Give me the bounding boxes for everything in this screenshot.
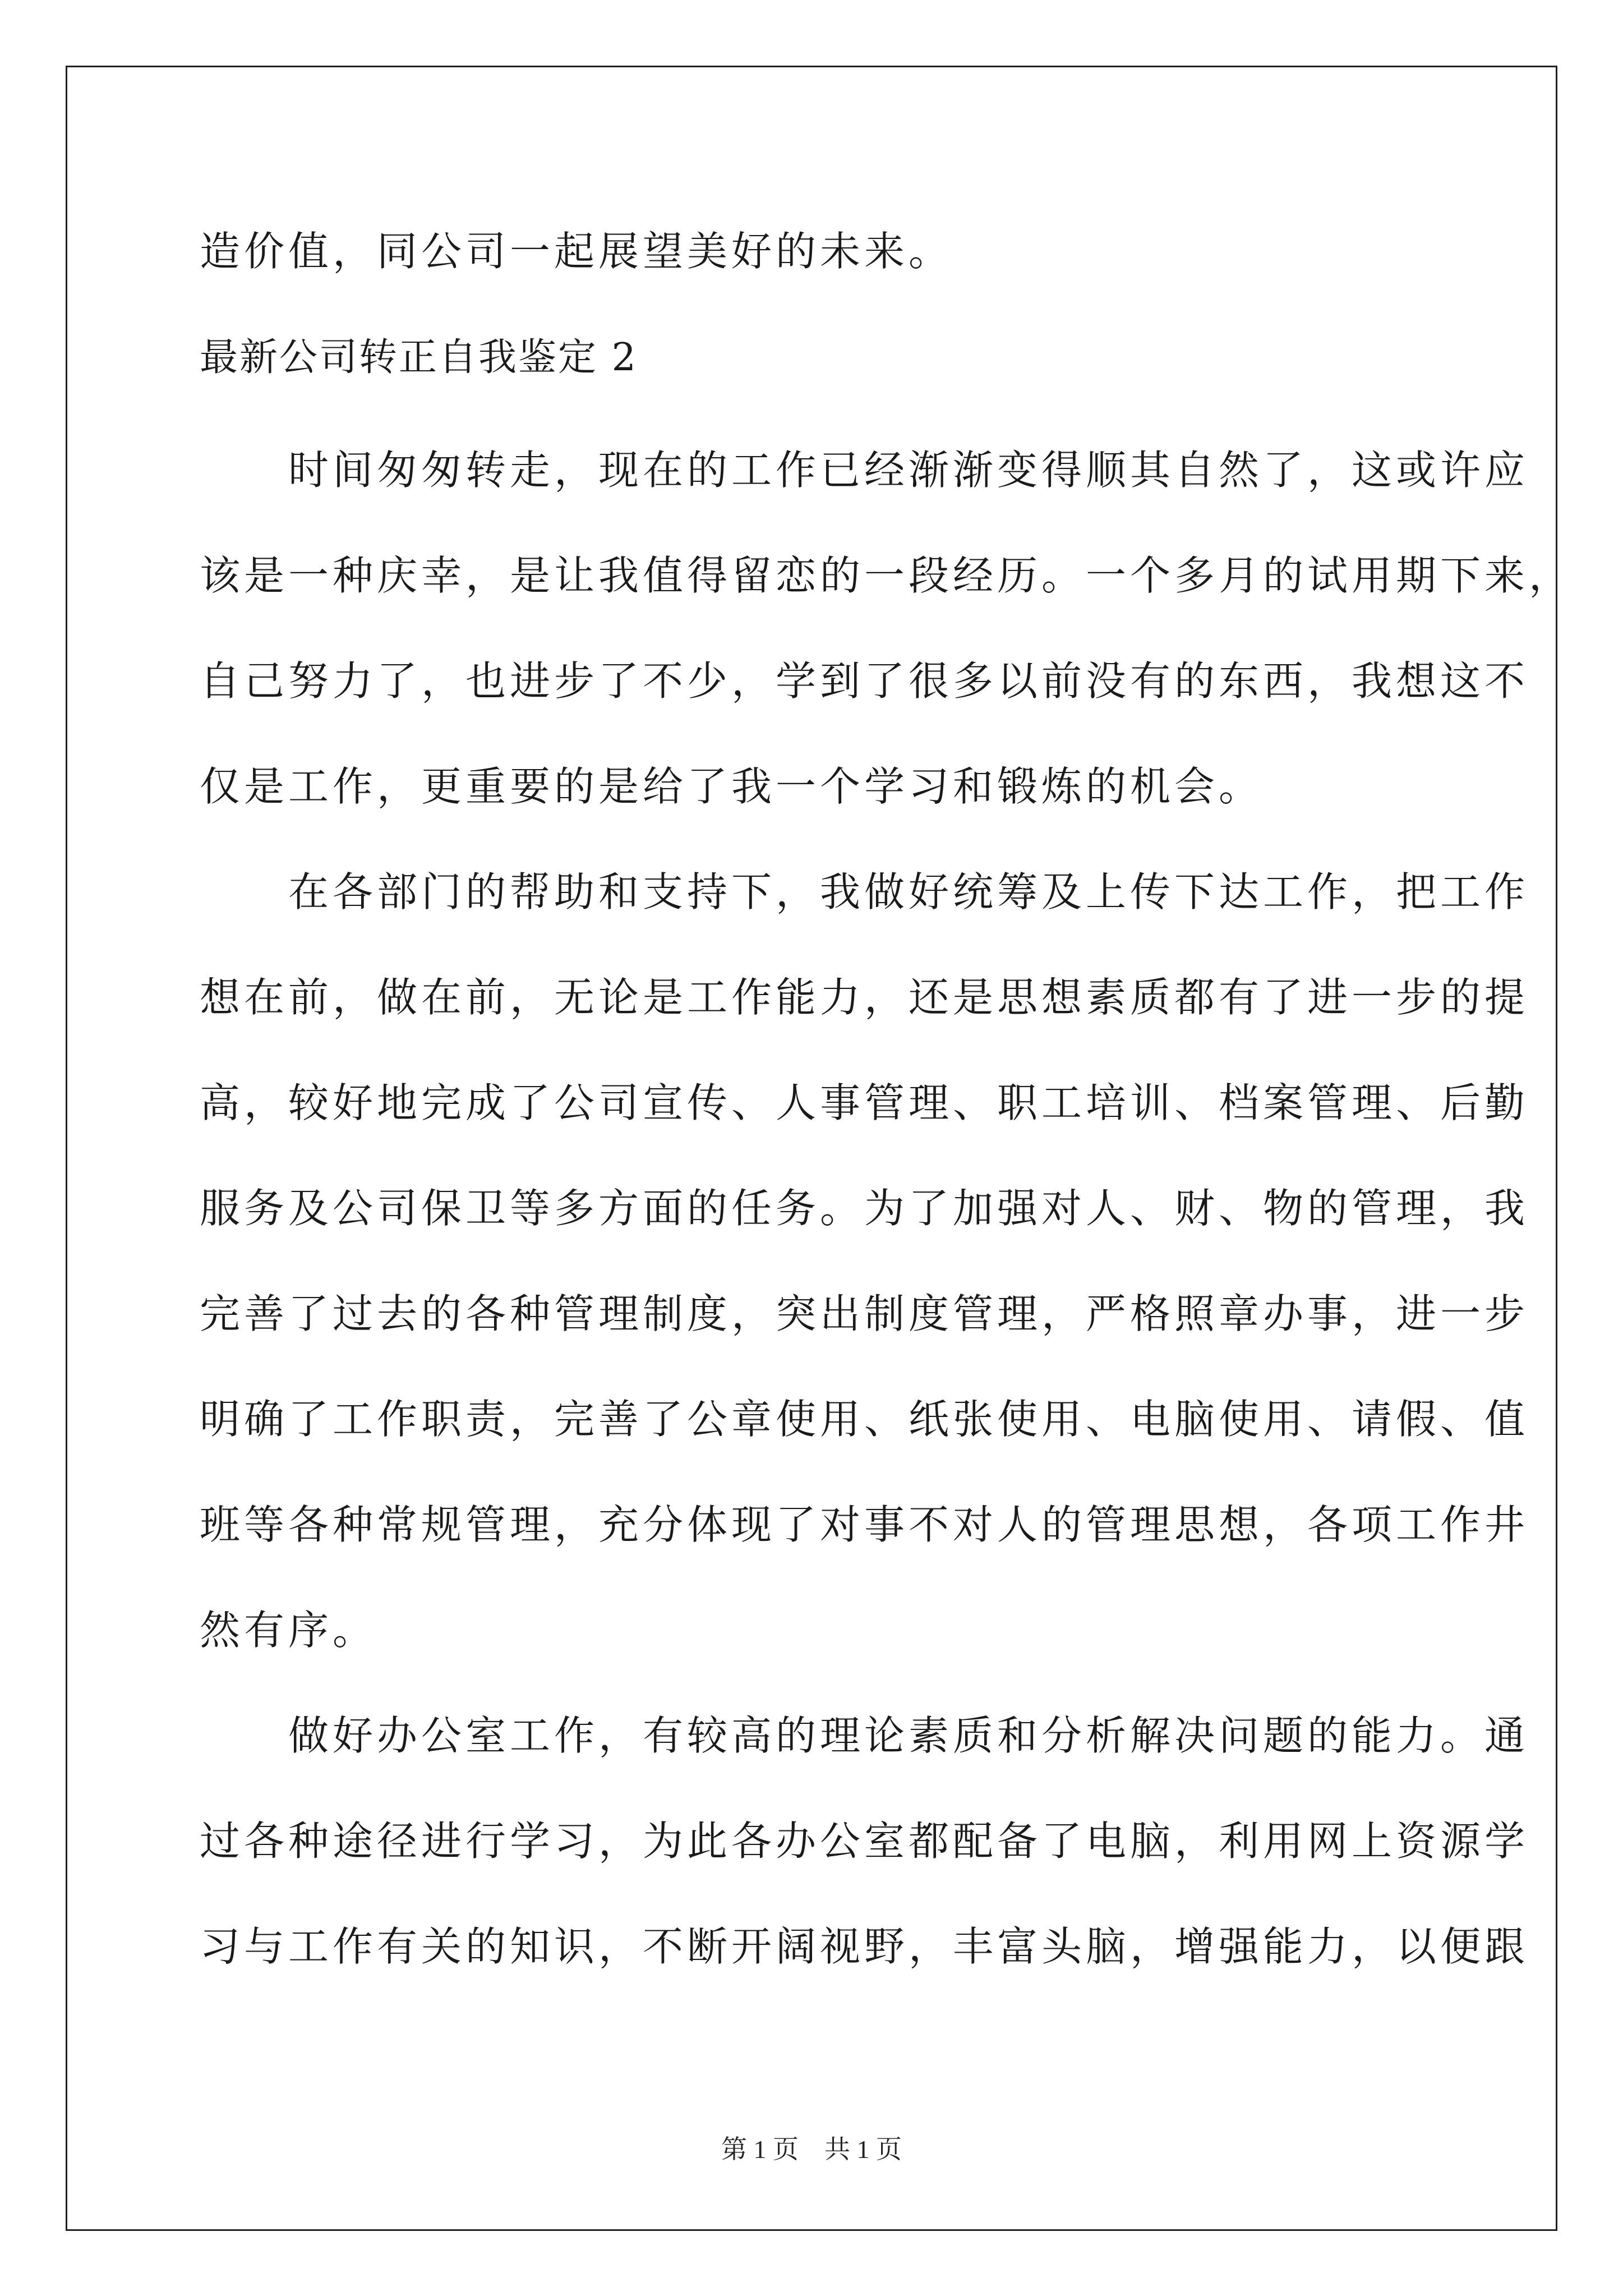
text-line: 该是一种庆幸，是让我值得留恋的一段经历。一个多月的试用期下来， — [200, 552, 1574, 599]
text-line: 做好办公室工作，有较高的理论素质和分析解决问题的能力。通 — [200, 1712, 1529, 1759]
text-line: 过各种途径进行学习，为此各办公室都配备了电脑，利用网上资源学 — [200, 1818, 1529, 1865]
text-line: 在各部门的帮助和支持下，我做好统筹及上传下达工作，把工作 — [200, 868, 1529, 915]
text-line: 自己努力了，也进步了不少，学到了很多以前没有的东西，我想这不 — [200, 657, 1529, 705]
text-line: 明确了工作职责，完善了公章使用、纸张使用、电脑使用、请假、值 — [200, 1396, 1529, 1443]
text-line: 习与工作有关的知识，不断开阔视野，丰富头脑，增强能力，以便跟 — [200, 1923, 1529, 1970]
text-line: 想在前，做在前，无论是工作能力，还是思想素质都有了进一步的提 — [200, 974, 1529, 1021]
text-line: 然有序。 — [200, 1607, 377, 1654]
page-number: 第 1 页 共 1 页 — [721, 2135, 902, 2164]
text-line: 时间匆匆转走，现在的工作已经渐渐变得顺其自然了，这或许应 — [200, 447, 1529, 494]
text-line: 服务及公司保卫等多方面的任务。为了加强对人、财、物的管理，我 — [200, 1185, 1529, 1232]
text-line: 班等各种常规管理，充分体现了对事不对人的管理思想，各项工作井 — [200, 1501, 1529, 1548]
page-border — [66, 66, 1574, 2231]
section-heading: 最新公司转正自我鉴定 2 — [200, 335, 638, 380]
text-line: 仅是工作，更重要的是给了我一个学习和锻炼的机会。 — [200, 763, 1264, 810]
text-line: 造价值，同公司一起展望美好的未来。 — [200, 228, 953, 275]
text-line: 高，较好地完成了公司宣传、人事管理、职工培训、档案管理、后勤 — [200, 1079, 1529, 1126]
text-line: 完善了过去的各种管理制度，突出制度管理，严格照章办事，进一步 — [200, 1290, 1529, 1337]
